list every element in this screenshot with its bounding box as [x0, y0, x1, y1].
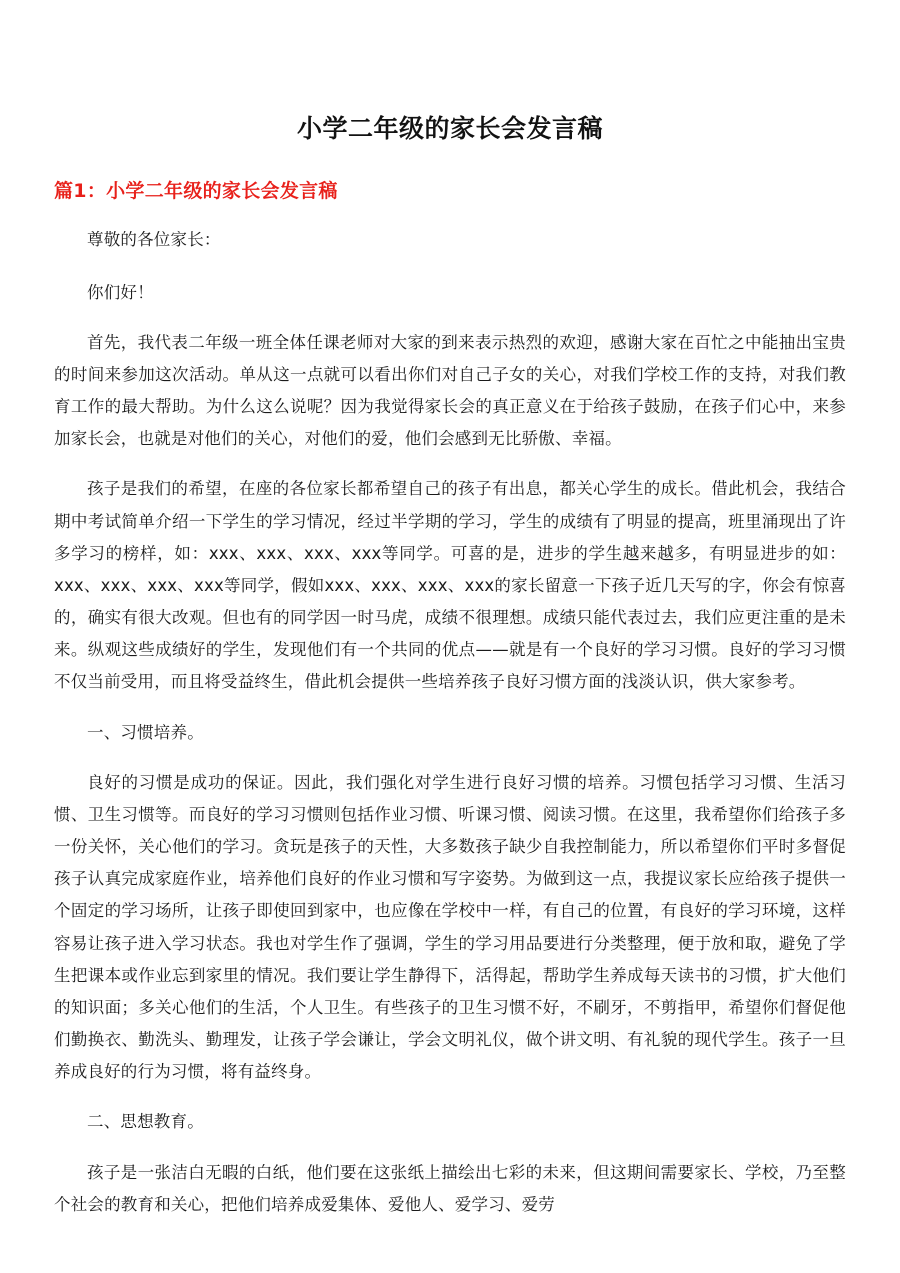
greeting-text: 你们好！	[87, 282, 154, 302]
section-heading-piece-1: 篇1：小学二年级的家长会发言稿	[54, 179, 338, 202]
body-paragraph-2: 孩子是我们的希望，在座的各位家长都希望自己的孩子有出息，都关心学生的成长。借此机会，我结合期中考试简单介绍一下学生的学习情况，经过半学期的学习，学生的成绩有了明显的提高，班里涌现出了许多学习的榜样，如：xxx、xxx、xxx、xxx等同学。可喜的是，进步的学生越来越多，有明显进步的如：xxx、xxx、xxx、xxx等同学，假如xxx、xxx、xxx、xxx的家长留意一下孩子近几天写的字，你会有惊喜的，确实有很大改观。但也有的同学因一时马虎，成绩不很理想。成绩只能代表过去，我们应更注重的是未来。纵观这些成绩好的学生，发现他们有一个共同的优点——就是有一个良好的学习习惯。良好的学习习惯不仅当前受用，而且将受益终生，借此机会提供一些培养孩子良好习惯方面的浅淡认识，供大家参考。	[54, 479, 846, 692]
subsection-heading-two: 二、思想教育。	[87, 1112, 204, 1132]
subsection-two-body: 孩子是一张洁白无暇的白纸，他们要在这张纸上描绘出七彩的未来，但这期间需要家长、学校，乃至整个社会的教育和关心，把他们培养成爱集体、爱他人、爱学习、爱劳	[54, 1162, 846, 1214]
salutation-text: 尊敬的各位家长：	[87, 230, 221, 250]
subsection-heading-one: 一、习惯培养。	[87, 722, 204, 742]
body-paragraph-1: 首先，我代表二年级一班全体任课老师对大家的到来表示热烈的欢迎，感谢大家在百忙之中能抽出宝贵的时间来参加这次活动。单从这一点就可以看出你们对自己子女的关心，对我们学校工作的支持，对我们教育工作的最大帮助。为什么这么说呢？因为我觉得家长会的真正意义在于给孩子鼓励，在孩子们心中，来参加家长会，也就是对他们的关心，对他们的爱，他们会感到无比骄傲、幸福。	[54, 332, 846, 449]
page-title: 小学二年级的家长会发言稿	[296, 114, 603, 143]
subsection-one-body: 良好的习惯是成功的保证。因此，我们强化对学生进行良好习惯的培养。习惯包括学习习惯、生活习惯、卫生习惯等。而良好的学习习惯则包括作业习惯、听课习惯、阅读习惯。在这里，我希望你们给孩子多一份关怀，关心他们的学习。贪玩是孩子的天性，大多数孩子缺少自我控制能力，所以希望你们平时多督促孩子认真完成家庭作业，培养他们良好的作业习惯和写字姿势。为做到这一点，我提议家长应给孩子提供一个固定的学习场所，让孩子即使回到家中，也应像在学校中一样，有自己的位置，有良好的学习环境，这样容易让孩子进入学习状态。我也对学生作了强调，学生的学习用品要进行分类整理，便于放和取，避免了学生把课本或作业忘到家里的情况。我们要让学生静得下，活得起，帮助学生养成每天读书的习惯，扩大他们的知识面；多关心他们的生活，个人卫生。有些孩子的卫生习惯不好，不刷牙，不剪指甲，希望你们督促他们勤换衣、勤洗头、勤理发，让孩子学会谦让，学会文明礼仪，做个讲文明、有礼貌的现代学生。孩子一旦养成良好的行为习惯，将有益终身。	[54, 772, 846, 1082]
